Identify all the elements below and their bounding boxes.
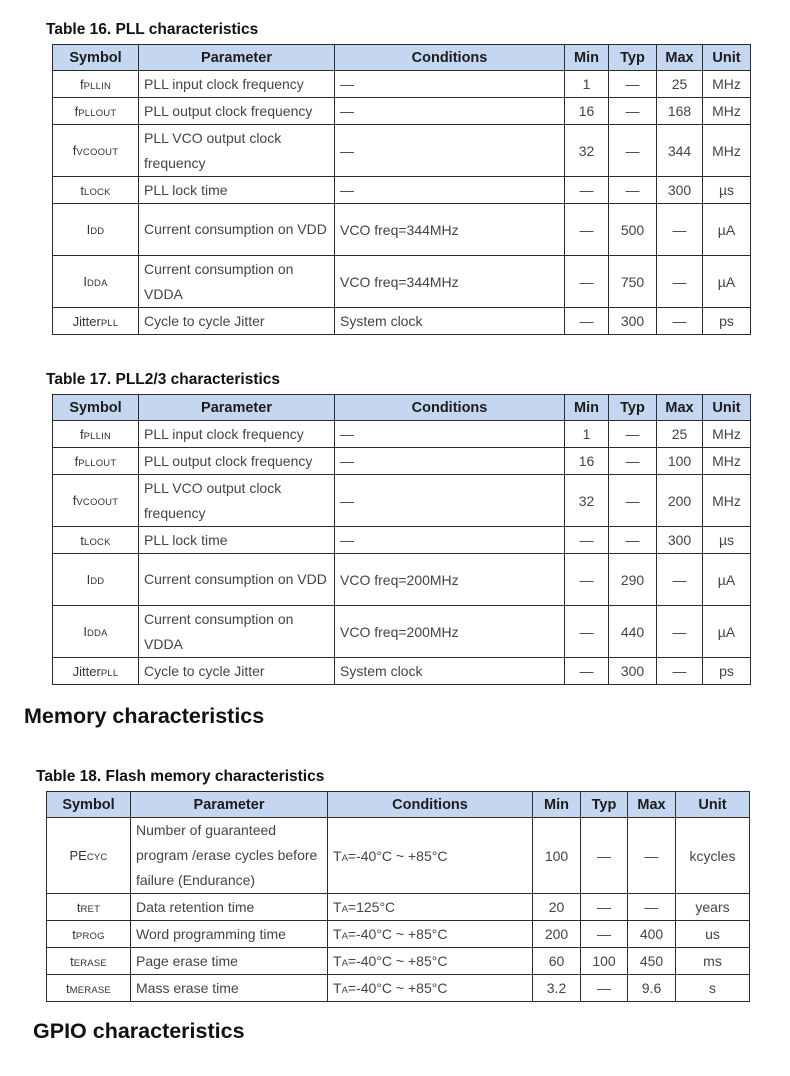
parameter-cell: PLL output clock frequency: [139, 98, 335, 125]
unit-cell: µA: [703, 554, 751, 606]
parameter-cell: PLL input clock frequency: [139, 421, 335, 448]
parameter-cell: PLL VCO output clock frequency: [139, 125, 335, 177]
min-cell: 32: [565, 125, 609, 177]
unit-cell: MHz: [703, 448, 751, 475]
typ-cell: 300: [609, 658, 657, 685]
typ-cell: 100: [581, 948, 628, 975]
unit-cell: us: [676, 921, 750, 948]
symbol-cell: [53, 256, 139, 308]
symbol-text: I: [83, 624, 87, 639]
min-cell: 60: [533, 948, 581, 975]
symbol-cell: [53, 475, 139, 527]
min-cell: 32: [565, 475, 609, 527]
condition-subscript: A: [341, 985, 348, 996]
conditions-cell: —: [335, 421, 565, 448]
symbol-subscript: DD: [90, 226, 105, 237]
conditions-cell: System clock: [335, 658, 565, 685]
symbol-subscript: LOCK: [83, 186, 111, 198]
symbol-subscript: PLLIN: [83, 80, 112, 92]
max-cell: —: [657, 204, 703, 256]
symbol-text: f: [79, 426, 84, 442]
symbol-subscript: PLLOUT: [78, 457, 117, 469]
symbol-cell: [53, 606, 139, 658]
conditions-cell: —: [335, 448, 565, 475]
conditions-cell: —: [335, 527, 565, 554]
condition-text: T: [333, 926, 342, 942]
parameter-cell: Current consumption on VDD: [139, 554, 335, 606]
conditions-cell: —: [335, 177, 565, 204]
symbol-text: t: [72, 926, 76, 942]
min-cell: 16: [565, 448, 609, 475]
max-cell: 9.6: [628, 975, 676, 1002]
symbol-text: t: [70, 953, 74, 969]
condition-range: =125°C: [347, 899, 396, 915]
table-18-caption: Table 18. Flash memory characteristics: [36, 768, 325, 785]
unit-cell: µA: [703, 606, 751, 658]
unit-cell: µA: [703, 204, 751, 256]
symbol-text: f: [79, 76, 84, 92]
column-header-parameter: Parameter: [139, 395, 335, 421]
flash-memory-characteristics-table: [46, 791, 750, 1002]
typ-cell: —: [581, 894, 628, 921]
symbol-text: f: [72, 143, 77, 158]
min-cell: 1: [565, 421, 609, 448]
max-cell: 400: [628, 921, 676, 948]
max-cell: 100: [657, 448, 703, 475]
min-cell: —: [565, 204, 609, 256]
symbol-cell: [53, 658, 139, 685]
table-row: [53, 527, 751, 554]
unit-cell: MHz: [703, 98, 751, 125]
max-cell: 450: [628, 948, 676, 975]
symbol-text: I: [83, 274, 87, 289]
parameter-cell: Cycle to cycle Jitter: [139, 658, 335, 685]
symbol-subscript: CYC: [86, 852, 108, 863]
conditions-cell: —: [335, 98, 565, 125]
unit-cell: MHz: [703, 475, 751, 527]
symbol-cell: [53, 204, 139, 256]
unit-cell: MHz: [703, 421, 751, 448]
symbol-text: t: [80, 182, 84, 198]
symbol-text: I: [86, 222, 91, 237]
symbol-cell: [53, 177, 139, 204]
max-cell: —: [628, 894, 676, 921]
condition-text: T: [333, 899, 342, 915]
typ-cell: —: [609, 421, 657, 448]
symbol-text: t: [66, 980, 70, 996]
table-header-row: [47, 792, 750, 818]
max-cell: —: [628, 818, 676, 894]
parameter-cell: PLL input clock frequency: [139, 71, 335, 98]
typ-cell: —: [581, 818, 628, 894]
table-row: [47, 921, 750, 948]
symbol-subscript: DDA: [86, 278, 108, 289]
min-cell: —: [565, 256, 609, 308]
unit-cell: ps: [703, 308, 751, 335]
symbol-subscript: DD: [90, 576, 105, 587]
table-row: [53, 475, 751, 527]
parameter-cell: Word programming time: [131, 921, 328, 948]
table-row: [47, 948, 750, 975]
parameter-cell: Page erase time: [131, 948, 328, 975]
column-header-typ: Typ: [609, 395, 657, 421]
conditions-cell: VCO freq=200MHz: [335, 606, 565, 658]
conditions-cell: System clock: [335, 308, 565, 335]
parameter-cell: Current consumption on VDDA: [139, 256, 335, 308]
conditions-cell: [328, 975, 533, 1002]
min-cell: 100: [533, 818, 581, 894]
max-cell: —: [657, 308, 703, 335]
symbol-text: t: [76, 899, 81, 915]
min-cell: —: [565, 606, 609, 658]
symbol-cell: [53, 448, 139, 475]
parameter-cell: Number of guaranteed program /erase cycles before failure (Endurance): [131, 818, 328, 894]
parameter-cell: PLL VCO output clock frequency: [139, 475, 335, 527]
gpio-characteristics-heading: GPIO characteristics: [33, 1019, 245, 1043]
parameter-cell: PLL lock time: [139, 527, 335, 554]
symbol-cell: [47, 894, 131, 921]
table-16-caption: Table 16. PLL characteristics: [46, 21, 259, 38]
symbol-cell: [47, 818, 131, 894]
conditions-cell: [328, 818, 533, 894]
symbol-subscript: RET: [80, 903, 101, 915]
condition-subscript: A: [341, 958, 348, 969]
pll2-3-characteristics-table: [52, 394, 751, 685]
table-header-row: [53, 45, 751, 71]
unit-cell: MHz: [703, 71, 751, 98]
symbol-text: PE: [69, 848, 87, 863]
max-cell: 25: [657, 421, 703, 448]
memory-characteristics-heading: Memory characteristics: [24, 704, 265, 728]
column-header-conditions: Conditions: [335, 45, 565, 71]
table-row: [53, 98, 751, 125]
typ-cell: 500: [609, 204, 657, 256]
condition-text: T: [333, 847, 342, 864]
max-cell: 300: [657, 177, 703, 204]
column-header-symbol: Symbol: [53, 395, 139, 421]
column-header-unit: Unit: [703, 395, 751, 421]
column-header-typ: Typ: [581, 792, 628, 818]
typ-cell: —: [609, 98, 657, 125]
min-cell: —: [565, 658, 609, 685]
conditions-cell: VCO freq=200MHz: [335, 554, 565, 606]
min-cell: 20: [533, 894, 581, 921]
symbol-subscript: PLLIN: [83, 430, 112, 442]
table-row: [53, 125, 751, 177]
symbol-text: f: [74, 103, 79, 119]
column-header-max: Max: [657, 395, 703, 421]
unit-cell: µA: [703, 256, 751, 308]
min-cell: 1: [565, 71, 609, 98]
symbol-subscript: ERASE: [73, 957, 107, 969]
max-cell: 200: [657, 475, 703, 527]
condition-text: T: [333, 980, 342, 996]
parameter-cell: Data retention time: [131, 894, 328, 921]
min-cell: 16: [565, 98, 609, 125]
max-cell: 300: [657, 527, 703, 554]
max-cell: 344: [657, 125, 703, 177]
column-header-symbol: Symbol: [53, 45, 139, 71]
pll-characteristics-table: [52, 44, 751, 335]
max-cell: —: [657, 554, 703, 606]
symbol-cell: [53, 71, 139, 98]
max-cell: 25: [657, 71, 703, 98]
column-header-max: Max: [628, 792, 676, 818]
unit-cell: µs: [703, 527, 751, 554]
symbol-cell: [47, 921, 131, 948]
table-row: [53, 256, 751, 308]
parameter-cell: PLL lock time: [139, 177, 335, 204]
conditions-cell: [328, 948, 533, 975]
symbol-cell: [53, 527, 139, 554]
table-row: [53, 71, 751, 98]
max-cell: —: [657, 658, 703, 685]
typ-cell: —: [609, 71, 657, 98]
max-cell: —: [657, 606, 703, 658]
min-cell: 200: [533, 921, 581, 948]
min-cell: —: [565, 554, 609, 606]
conditions-cell: VCO freq=344MHz: [335, 256, 565, 308]
symbol-cell: [53, 421, 139, 448]
symbol-cell: [53, 98, 139, 125]
typ-cell: —: [609, 475, 657, 527]
typ-cell: —: [581, 975, 628, 1002]
unit-cell: ms: [676, 948, 750, 975]
typ-cell: 290: [609, 554, 657, 606]
typ-cell: 440: [609, 606, 657, 658]
column-header-min: Min: [565, 45, 609, 71]
symbol-subscript: VCOOUT: [76, 147, 119, 158]
parameter-cell: Mass erase time: [131, 975, 328, 1002]
unit-cell: years: [676, 894, 750, 921]
symbol-subscript: LOCK: [83, 536, 111, 548]
max-cell: 168: [657, 98, 703, 125]
typ-cell: —: [609, 527, 657, 554]
condition-range: =-40°C ~ +85°C: [347, 953, 448, 969]
conditions-cell: [328, 894, 533, 921]
typ-cell: —: [609, 125, 657, 177]
table-row: [53, 308, 751, 335]
min-cell: —: [565, 308, 609, 335]
symbol-text: f: [74, 453, 79, 469]
table-row: [53, 177, 751, 204]
table-row: [53, 448, 751, 475]
symbol-text: Jitter: [72, 663, 101, 679]
min-cell: 3.2: [533, 975, 581, 1002]
symbol-text: f: [72, 493, 77, 508]
condition-subscript: A: [341, 931, 348, 942]
table-row: [47, 975, 750, 1002]
column-header-conditions: Conditions: [335, 395, 565, 421]
column-header-unit: Unit: [676, 792, 750, 818]
condition-range: =-40°C ~ +85°C: [347, 847, 448, 864]
condition-range: =-40°C ~ +85°C: [347, 980, 448, 996]
unit-cell: µs: [703, 177, 751, 204]
symbol-text: t: [80, 532, 84, 548]
symbol-subscript: PLL: [100, 667, 119, 679]
symbol-subscript: PLLOUT: [78, 107, 117, 119]
unit-cell: kcycles: [676, 818, 750, 894]
typ-cell: 300: [609, 308, 657, 335]
symbol-cell: [53, 308, 139, 335]
symbol-cell: [47, 948, 131, 975]
typ-cell: —: [581, 921, 628, 948]
column-header-unit: Unit: [703, 45, 751, 71]
column-header-conditions: Conditions: [328, 792, 533, 818]
condition-range: =-40°C ~ +85°C: [347, 926, 448, 942]
unit-cell: MHz: [703, 125, 751, 177]
symbol-subscript: DDA: [86, 628, 108, 639]
typ-cell: 750: [609, 256, 657, 308]
symbol-cell: [47, 975, 131, 1002]
typ-cell: —: [609, 177, 657, 204]
unit-cell: ps: [703, 658, 751, 685]
table-row: [47, 894, 750, 921]
symbol-subscript: MERASE: [69, 984, 111, 996]
conditions-cell: —: [335, 475, 565, 527]
table-row: [53, 606, 751, 658]
table-17-caption: Table 17. PLL2/3 characteristics: [46, 371, 281, 388]
unit-cell: s: [676, 975, 750, 1002]
table-row: [53, 204, 751, 256]
symbol-subscript: VCOOUT: [76, 497, 119, 508]
typ-cell: —: [609, 448, 657, 475]
symbol-text: I: [86, 572, 91, 587]
condition-subscript: A: [341, 904, 348, 915]
symbol-cell: [53, 125, 139, 177]
parameter-cell: Current consumption on VDDA: [139, 606, 335, 658]
column-header-parameter: Parameter: [131, 792, 328, 818]
table-row: [53, 658, 751, 685]
column-header-max: Max: [657, 45, 703, 71]
min-cell: —: [565, 177, 609, 204]
parameter-cell: Current consumption on VDD: [139, 204, 335, 256]
column-header-min: Min: [533, 792, 581, 818]
parameter-cell: PLL output clock frequency: [139, 448, 335, 475]
column-header-symbol: Symbol: [47, 792, 131, 818]
conditions-cell: —: [335, 125, 565, 177]
min-cell: —: [565, 527, 609, 554]
table-row: [53, 421, 751, 448]
symbol-cell: [53, 554, 139, 606]
symbol-subscript: PROG: [75, 930, 105, 942]
column-header-parameter: Parameter: [139, 45, 335, 71]
parameter-cell: Cycle to cycle Jitter: [139, 308, 335, 335]
table-header-row: [53, 395, 751, 421]
conditions-cell: —: [335, 71, 565, 98]
column-header-min: Min: [565, 395, 609, 421]
condition-subscript: A: [341, 852, 348, 864]
conditions-cell: [328, 921, 533, 948]
column-header-typ: Typ: [609, 45, 657, 71]
symbol-text: Jitter: [72, 313, 101, 329]
symbol-subscript: PLL: [100, 317, 119, 329]
table-row: [53, 554, 751, 606]
max-cell: —: [657, 256, 703, 308]
condition-text: T: [333, 953, 342, 969]
table-row: [47, 818, 750, 894]
conditions-cell: VCO freq=344MHz: [335, 204, 565, 256]
